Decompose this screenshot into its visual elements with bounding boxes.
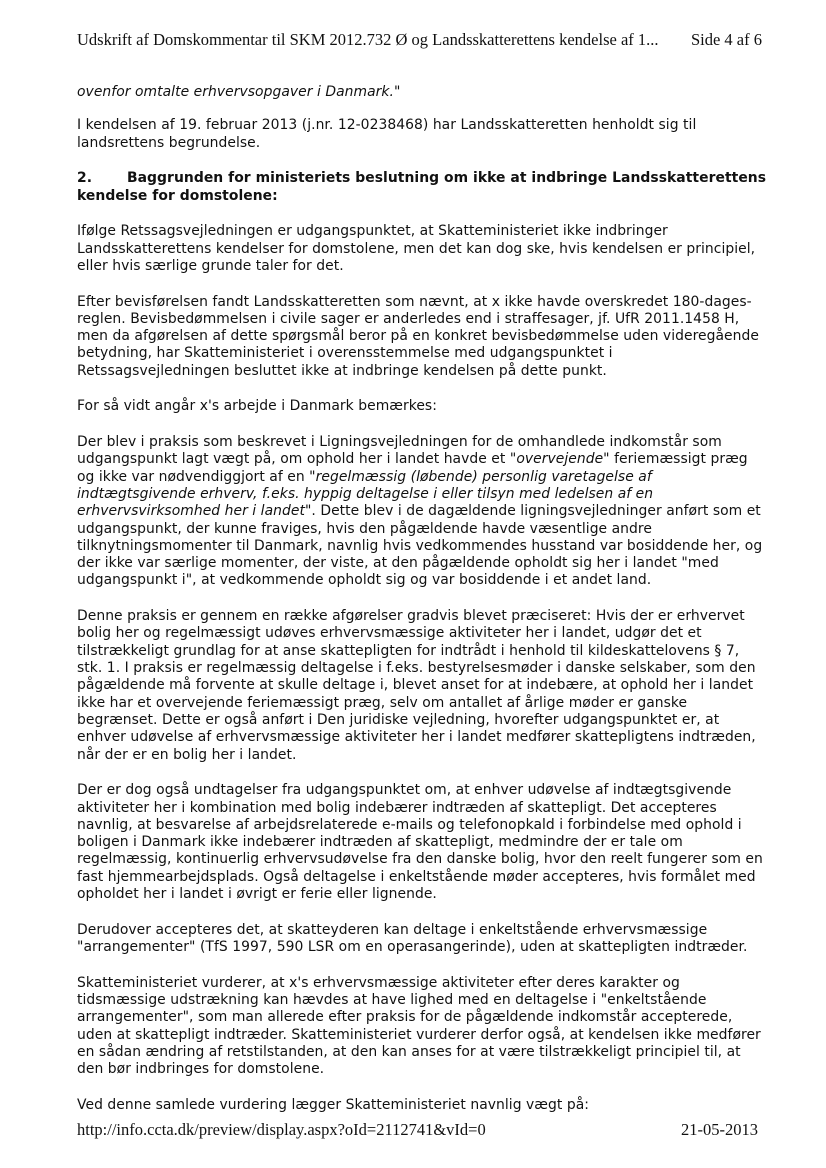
paragraph-kendelse: I kendelsen af 19. februar 2013 (j.nr. 12-0238468) har Landsskatteretten henholdt sig til landsrettens begrundelse.	[77, 117, 697, 151]
praksis-text-3: . Dette blev i de dagældende ligningsvejledninger anført som et udgangspunkt, der kunne fraviges, hvis den pågældende havde væsentlige andre tilknytningsmomenter til Danmark, navnlig hvis vedkommendes husstand var bosiddende her, og der ikke var særlige momenter, der viste, at den pågældende opholdt sig her i landet "med udgangspunkt i", at vedkommende opholdt sig og var bosiddende i et andet land.	[77, 503, 763, 589]
paragraph-undtagelser: Der er dog også undtagelser fra udgangspunktet om, at enhver udøvelse af indtægtsgivende aktiviteter her i kombination med bolig indebærer indtræden af skattepligt. Det accepteres navnlig, at besvarelse af arbejdsrelaterede e-mails og telefonopkald i forbindelse med ophold i boligen i Danmark ikke indebærer indtræden af skattepligt, medmindre der er tale om regelmæssig, kontinuerlig erhvervsudøvelse fra den danske bolig, hvor den reelt fungerer som en fast hjemmearbejdsplads. Også deltagelse i enkeltstående møder accepteres, hvis formålet med opholdet her i landet i øvrigt er ferie eller lignende.	[77, 782, 763, 903]
section-heading	[77, 170, 767, 205]
section-number: 2.	[77, 170, 93, 187]
praksis-text-1: Der blev i praksis som beskrevet i Ligningsvejledningen for de omhandlede indkomstår som udgangspunkt lagt vægt på, om ophold her i landet havde et	[77, 434, 722, 468]
header-title: Udskrift af Domskommentar til SKM 2012.732 Ø og Landsskatterettens kendelse af 1...	[77, 30, 659, 49]
paragraph-praeciseret: Denne praksis er gennem en række afgørelser gradvis blevet præciseret: Hvis der er erhvervet bolig her og regelmæssigt udøves erhvervsmæssige aktiviteter her i landet, udgør det et tilstrækkeligt grundlag for at anse skattepligten for indtrådt i henhold til kildeskattelovens § 7, stk. 1. I praksis er regelmæssig deltagelse i f.eks. bestyrelsesmøder i danske selskaber, som den pågældende må forvente at skulle deltage i, blevet anset for at indebære, at ophold her i landet ikke har et overvejende feriemæssigt præg, selv om antallet af årlige møder er ganske begrænset. Dette er også anført i Den juridiske vejledning, hvorefter udgangspunktet er, at enhver udøvelse af erhvervsmæssige aktiviteter her i landet medfører skattepligtens indtræden, når der er en bolig her i landet.	[77, 608, 756, 763]
paragraph-samlet-vurdering: Ved denne samlede vurdering lægger Skatteministeriet navnlig vægt på:	[77, 1096, 589, 1113]
praksis-quote-overvejende: "overvejende"	[509, 451, 610, 468]
paragraph-vurdering: Skatteministeriet vurderer, at x's erhvervsmæssige aktiviteter efter deres karakter og tidsmæssige udstrækning kan hævdes at have lighed med en deltagelse i "enkeltstående arrangementer", som man allerede efter praksis for de pågældende indkomstår accepterede, uden at skattepligt indtræder. Skatteministeriet vurderer derfor også, at kendelsen ikke medfører en sådan ændring af retstilstanden, at den kan anses for at være tilstrækkeligt principiel til, at den bør indbringes for domstolene.	[77, 974, 761, 1078]
footer-date: 21-05-2013	[681, 1120, 758, 1139]
paragraph-arbejde-intro: For så vidt angår x's arbejde i Danmark bemærkes:	[77, 398, 437, 415]
paragraph-quote-end: ovenfor omtalte erhvervsopgaver i Danmark."	[77, 84, 401, 100]
document-body	[77, 84, 767, 1133]
section-title: Baggrunden for ministeriets beslutning om ikke at indbringe Landsskatterettens kendelse for domstolene:	[77, 170, 767, 204]
paragraph-praksis	[77, 434, 767, 590]
praksis-quote-regelmaessig: "regelmæssig (løbende) personlig varetagelse af indtægtsgivende erhverv, f.eks. hyppig deltagelse i eller tilsyn med ledelsen af en erhvervsvirksomhed her i landet"	[77, 468, 654, 520]
header-page-number: Side 4 af 6	[690, 30, 762, 49]
paragraph-retssagsvejledning: Ifølge Retssagsvejledningen er udgangspunktet, at Skatteministeriet ikke indbringer Landsskatterettens kendelser for domstolene, men det kan dog ske, hvis kendelsen er principiel, eller hvis særlige grunde taler for det.	[77, 223, 756, 274]
footer-url: http://info.ccta.dk/preview/display.aspx?oId=2112741&vId=0	[77, 1120, 486, 1139]
praksis-text-2: feriemæssigt præg og ikke var nødvendiggjort af en	[77, 451, 748, 485]
paragraph-arrangementer: Derudover accepteres det, at skatteyderen kan deltage i enkeltstående erhvervsmæssige "arrangementer" (TfS 1997, 590 LSR om en operasangerinde), uden at skattepligten indtræder.	[77, 921, 748, 955]
paragraph-bevisfoerelse: Efter bevisførelsen fandt Landsskatteretten som nævnt, at x ikke havde overskredet 180-dages-reglen. Bevisbedømmelsen i civile sager er anderledes end i straffesager, jf. UfR 2011.1458 H, men da afgørelsen af dette spørgsmål beror på en konkret bevisbedømmelse uden videregående betydning, har Skatteministeriet i overensstemmelse med udgangspunktet i Retssagsvejledningen besluttet ikke at indbringe kendelsen på dette punkt.	[77, 293, 759, 379]
